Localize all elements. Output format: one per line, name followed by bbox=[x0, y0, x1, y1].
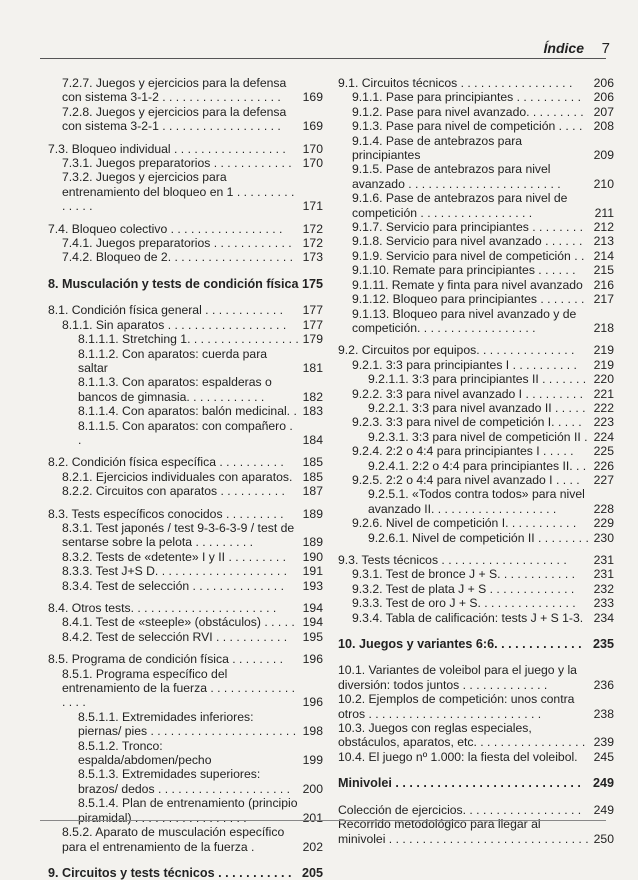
toc-entry-page: 179 bbox=[302, 332, 323, 347]
toc-entry bbox=[48, 250, 323, 264]
toc-entry bbox=[338, 473, 614, 487]
page-number: 7 bbox=[601, 40, 610, 57]
toc-entry-title: 8.3. Tests específicos conocidos . . . . . . . . . bbox=[48, 506, 284, 521]
toc-entry-title: 7.4.1. Juegos preparatorios . . . . . . . . . . . . bbox=[62, 236, 292, 251]
toc-entry-page: 177 bbox=[302, 303, 323, 318]
toc-entry-title: 9.2.5.1. «Todos contra todos» para nivel avanzado II. . . . . . . . . . . . . . . . . . . bbox=[368, 487, 585, 516]
toc-entry bbox=[338, 292, 614, 306]
toc-entry-title: 9.1.2. Pase para nivel avanzado. . . . . . . . . bbox=[352, 104, 584, 119]
toc-spacer bbox=[48, 499, 323, 507]
toc-entry-page: 217 bbox=[593, 292, 614, 307]
toc-entry-title: 8.3.2. Tests de «detente» I y II . . . . . . . . . bbox=[62, 549, 287, 564]
toc-entry bbox=[338, 459, 614, 473]
toc-entry-title: 9.1.1. Pase para principiantes . . . . . . . . . . bbox=[352, 90, 581, 105]
toc-entry-page: 238 bbox=[593, 706, 614, 721]
toc-entry-page: 213 bbox=[593, 234, 614, 249]
toc-entry-title: 7.3.1. Juegos preparatorios . . . . . . . . . . . . bbox=[62, 156, 292, 171]
toc-entry bbox=[48, 615, 323, 629]
toc-entry bbox=[48, 375, 323, 404]
toc-entry-title: 7.2.7. Juegos y ejercicios para la defensa con sistema 3-1-2 . . . . . . . . . . . . . . . . . . bbox=[62, 76, 287, 105]
toc-entry-page: 175 bbox=[301, 276, 323, 291]
toc-entry bbox=[48, 484, 323, 498]
toc-entry-title: 9.3.4. Tabla de calificación: tests J + S 1-3. bbox=[352, 610, 584, 625]
toc-entry-title: 8.5.1.2. Tronco: espalda/abdomen/pecho bbox=[78, 738, 212, 768]
toc-entry bbox=[48, 347, 323, 376]
toc-entry-title: 7.4. Bloqueo colectivo . . . . . . . . . . . . . . . . . bbox=[48, 221, 283, 236]
toc-entry bbox=[338, 430, 614, 444]
toc-entry-page: 169 bbox=[302, 90, 323, 105]
toc-column-right bbox=[338, 76, 614, 846]
toc-entry bbox=[338, 234, 614, 248]
toc-entry-page: 199 bbox=[302, 753, 323, 768]
toc-entry bbox=[338, 444, 614, 458]
toc-entry bbox=[338, 567, 614, 581]
running-header-title: Índice bbox=[543, 40, 584, 56]
toc-entry-page: 228 bbox=[593, 501, 614, 516]
toc-entry bbox=[48, 142, 323, 156]
toc-entry bbox=[48, 521, 323, 550]
toc-entry bbox=[338, 516, 614, 530]
toc-entry bbox=[48, 156, 323, 170]
toc-entry bbox=[338, 119, 614, 133]
toc-entry-title: 8.5.2. Aparato de musculación específico para el entrenamiento de la fuerza . bbox=[62, 825, 285, 854]
toc-entry-title: 8.1.1.3. Con aparatos: espalderas o bancos de gimnasia. . . . . . . . . . . . bbox=[78, 375, 272, 404]
toc-entry-title: 9.1.13. Bloqueo para nivel avanzado y de competición. . . . . . . . . . . . . . . . . . bbox=[352, 306, 577, 335]
toc-entry-title: 9.2.1.1. 3:3 para principiantes II . . . . . . . bbox=[368, 372, 587, 387]
toc-entry bbox=[48, 236, 323, 250]
toc-spacer bbox=[338, 335, 614, 343]
toc-entry-title: 8.5. Programa de condición física . . . . . . . . bbox=[48, 652, 284, 667]
toc-entry-page: 235 bbox=[592, 637, 614, 652]
toc-entry-title: 9.1.12. Bloqueo para principiantes . . . . . . . bbox=[352, 292, 585, 307]
toc-entry-page: 196 bbox=[302, 652, 323, 667]
toc-entry-page: 195 bbox=[302, 629, 323, 644]
toc-entry-page: 236 bbox=[593, 677, 614, 692]
toc-entry-title: 8.5.1.3. Extremidades superiores: brazos/ dedos . . . . . . . . . . . . . . . . . . . . bbox=[78, 767, 291, 796]
toc-entry-page: 190 bbox=[302, 549, 323, 564]
toc-entry-title: 7.2.8. Juegos y ejercicios para la defensa con sistema 3-2-1 . . . . . . . . . . . . . . . . . . bbox=[62, 104, 287, 134]
toc-entry bbox=[48, 667, 323, 710]
toc-entry-page: 219 bbox=[593, 357, 614, 372]
toc-entry-title: 10.1. Variantes de voleibol para el juego y la diversión: todos juntos . . . . . . . . . . . . . bbox=[338, 663, 577, 692]
toc-entry-page: 206 bbox=[593, 76, 614, 90]
toc-entry-title: 8.5.1.1. Extremidades inferiores: piernas/ pies . . . . . . . . . . . . . . . . . . . . . . bbox=[78, 709, 297, 739]
toc-entry bbox=[338, 401, 614, 415]
toc-entry-title: 9.1.4. Pase de antebrazos para principiantes bbox=[352, 133, 523, 163]
toc-entry bbox=[338, 191, 614, 220]
toc-entry-page: 184 bbox=[302, 432, 323, 447]
toc-entry-page: 200 bbox=[302, 781, 323, 796]
toc-entry-page: 205 bbox=[301, 865, 323, 880]
toc-entry-page: 226 bbox=[593, 458, 614, 473]
toc-spacer bbox=[48, 291, 323, 303]
toc-entry-title: 9.3.1. Test de bronce J + S. . . . . . . . . . . . bbox=[352, 567, 575, 582]
toc-entry-title: 9.2.6.1. Nivel de competición II . . . . . . . . bbox=[368, 530, 589, 545]
toc-entry-page: 212 bbox=[593, 220, 614, 235]
toc-entry-title: 8.2. Condición física específica . . . . . . . . . . bbox=[48, 455, 284, 470]
toc-entry-page: 211 bbox=[594, 205, 614, 220]
toc-chapter-entry bbox=[48, 277, 323, 291]
toc-entry-title: 9.3. Tests técnicos . . . . . . . . . . . . . . . . . . . bbox=[338, 553, 567, 567]
toc-entry-title: 9.2.4. 2:2 o 4:4 para principiantes I . . . . . bbox=[352, 444, 574, 459]
toc-entry-page: 206 bbox=[593, 90, 614, 105]
toc-entry-page: 222 bbox=[593, 400, 614, 415]
toc-entry bbox=[48, 455, 323, 469]
toc-entry-title: 10.2. Ejemplos de competición: unos contra otros . . . . . . . . . . . . . . . . . . . . . . . . . . bbox=[338, 692, 575, 721]
toc-entry-title: 9.1.8. Servicio para nivel avanzado . . . . . . bbox=[352, 234, 583, 249]
toc-spacer bbox=[48, 265, 323, 277]
toc-entry-page: 194 bbox=[302, 601, 323, 615]
toc-entry-title: 8.5.1.4. Plan de entrenamiento (principio piramidal) . . . . . . . . . . . . . . . . . bbox=[78, 796, 298, 825]
toc-entry bbox=[48, 739, 323, 768]
toc-entry-page: 189 bbox=[302, 535, 323, 550]
toc-entry-page: 225 bbox=[593, 444, 614, 459]
toc-entry bbox=[338, 663, 614, 692]
footer-rule bbox=[40, 820, 606, 821]
toc-entry-page: 193 bbox=[302, 578, 323, 593]
toc-entry-title: 9.2.6. Nivel de competición I. . . . . . . . . . . bbox=[352, 516, 577, 531]
toc-chapter-entry bbox=[338, 637, 614, 651]
toc-spacer bbox=[338, 764, 614, 776]
toc-entry bbox=[338, 553, 614, 567]
toc-entry bbox=[338, 750, 614, 764]
toc-entry-title: 8.4. Otros tests. . . . . . . . . . . . . . . . . . . . . . bbox=[48, 601, 277, 615]
toc-entry-page: 209 bbox=[593, 148, 614, 163]
toc-entry-page: 183 bbox=[302, 404, 323, 419]
toc-entry-title: 7.3.2. Juegos y ejercicios para entrenamiento del bloqueo en 1 . . . . . . . . . . . . . . bbox=[62, 170, 295, 214]
toc-entry-page: 171 bbox=[302, 199, 323, 214]
toc-entry-page: 230 bbox=[593, 530, 614, 545]
toc-entry-title: 9.2.4.1. 2:2 o 4:4 para principiantes II. . . bbox=[368, 458, 587, 473]
toc-entry bbox=[338, 582, 614, 596]
toc-entry bbox=[48, 710, 323, 739]
toc-entry bbox=[338, 134, 614, 163]
toc-entry-title: 8.5.1. Programa específico del entrenamiento de la fuerza . . . . . . . . . . . . . . . . . bbox=[62, 666, 296, 710]
toc-entry-page: 185 bbox=[302, 469, 323, 484]
toc-entry-title: Recorrido metodológico para llegar al minivolei . . . . . . . . . . . . . . . . . . . . . . . . . . . . . . bbox=[338, 817, 589, 846]
toc-entry-page: 201 bbox=[302, 810, 323, 825]
toc-entry bbox=[48, 652, 323, 666]
toc-entry-page: 227 bbox=[593, 472, 614, 487]
toc-entry bbox=[338, 76, 614, 90]
toc-spacer bbox=[48, 593, 323, 601]
toc-entry bbox=[338, 263, 614, 277]
toc-entry-title: 8.4.2. Test de selección RVI . . . . . . . . . . . bbox=[62, 629, 288, 644]
toc-entry-title: 8.2.2. Circuitos con aparatos . . . . . . . . . . bbox=[62, 484, 285, 499]
toc-spacer bbox=[338, 651, 614, 663]
toc-entry bbox=[338, 611, 614, 625]
toc-entry-page: 245 bbox=[593, 749, 614, 764]
toc-entry-page: 172 bbox=[302, 236, 323, 251]
toc-entry-page: 210 bbox=[593, 176, 614, 191]
toc-entry bbox=[48, 303, 323, 317]
toc-entry-title: 8.1. Condición física general . . . . . . . . . . . . bbox=[48, 303, 284, 318]
toc-entry-title: 9.2. Circuitos por equipos. . . . . . . . . . . . . . . bbox=[338, 343, 575, 358]
toc-entry-page: 231 bbox=[593, 567, 614, 582]
toc-entry-page: 191 bbox=[302, 564, 323, 579]
toc-entry bbox=[338, 803, 614, 817]
toc-entry-title: 9.2.3.1. 3:3 para nivel de competición II . bbox=[368, 429, 588, 444]
toc-entry bbox=[48, 404, 323, 418]
toc-entry-title: 10. Juegos y variantes 6:6. . . . . . . . . . . . . bbox=[338, 637, 582, 652]
toc-entry bbox=[338, 105, 614, 119]
toc-entry-page: 249 bbox=[593, 802, 614, 817]
toc-entry bbox=[338, 343, 614, 357]
toc-entry-title: 9.1.5. Pase de antebrazos para nivel avanzado . . . . . . . . . . . . . . . . . . . . . . . bbox=[352, 162, 561, 191]
toc-entry-title: Minivolei . . . . . . . . . . . . . . . . . . . . . . . . . . . bbox=[338, 776, 581, 791]
toc-entry-title: 8.1.1.1. Stretching 1. . . . . . . . . . . . . . . . . bbox=[78, 332, 299, 347]
toc-entry-title: 9.2.5. 2:2 o 4:4 para nivel avanzado I . . . . bbox=[352, 472, 580, 487]
toc-entry-title: 8. Musculación y tests de condición física bbox=[48, 276, 299, 291]
toc-entry bbox=[48, 767, 323, 796]
toc-entry-title: 7.4.2. Bloqueo de 2. . . . . . . . . . . . . . . . . . . bbox=[62, 250, 293, 265]
toc-column-left bbox=[48, 76, 323, 880]
toc-entry-page: 250 bbox=[593, 831, 614, 846]
toc-entry-page: 170 bbox=[302, 156, 323, 171]
toc-entry-page: 231 bbox=[593, 553, 614, 567]
toc-entry-page: 187 bbox=[302, 484, 323, 499]
toc-entry-page: 224 bbox=[593, 429, 614, 444]
toc-entry-page: 202 bbox=[302, 839, 323, 854]
toc-entry bbox=[48, 76, 323, 105]
toc-entry-page: 229 bbox=[593, 516, 614, 531]
header-rule bbox=[40, 58, 606, 59]
toc-entry-title: 8.2.1. Ejercicios individuales con aparatos. bbox=[62, 469, 293, 484]
toc-entry-page: 218 bbox=[593, 320, 614, 335]
toc-entry bbox=[338, 220, 614, 234]
toc-entry bbox=[48, 507, 323, 521]
toc-entry-page: 189 bbox=[302, 506, 323, 521]
toc-entry bbox=[338, 307, 614, 336]
toc-entry-page: 232 bbox=[593, 581, 614, 596]
toc-entry-page: 196 bbox=[302, 695, 323, 710]
toc-entry-page: 194 bbox=[302, 615, 323, 630]
toc-entry-title: 9.1.6. Pase de antebrazos para nivel de competición . . . . . . . . . . . . . . . . . bbox=[352, 191, 568, 220]
toc-chapter-entry bbox=[338, 776, 614, 790]
toc-entry-page: 173 bbox=[302, 250, 323, 265]
toc-entry-page: 181 bbox=[302, 360, 323, 375]
toc-entry-title: Colección de ejercicios. . . . . . . . . . . . . . . . . . bbox=[338, 802, 582, 817]
toc-entry-page: 170 bbox=[302, 141, 323, 156]
toc-entry-page: 215 bbox=[593, 263, 614, 278]
toc-entry-title: 9.1. Circuitos técnicos . . . . . . . . . . . . . . . . . bbox=[338, 76, 573, 90]
toc-entry-title: 9.3.2. Test de plata J + S . . . . . . . . . . . . . bbox=[352, 581, 575, 596]
toc-entry-title: 8.1.1. Sin aparatos . . . . . . . . . . . . . . . . . . bbox=[62, 317, 287, 332]
toc-entry bbox=[48, 222, 323, 236]
toc-entry-title: 8.3.4. Test de selección . . . . . . . . . . . . . . bbox=[62, 578, 284, 593]
toc-entry bbox=[338, 249, 614, 263]
toc-entry-page: 177 bbox=[302, 317, 323, 332]
toc-entry bbox=[338, 531, 614, 545]
toc-entry-page: 223 bbox=[593, 415, 614, 430]
toc-spacer bbox=[48, 447, 323, 455]
toc-entry bbox=[338, 721, 614, 750]
toc-entry-page: 169 bbox=[302, 119, 323, 134]
toc-spacer bbox=[338, 545, 614, 553]
toc-entry-title: 10.4. El juego nº 1.000: la fiesta del voleibol. bbox=[338, 749, 578, 764]
toc-entry bbox=[338, 817, 614, 846]
toc-entry-title: 8.1.1.4. Con aparatos: balón medicinal. . bbox=[78, 404, 297, 419]
toc-entry-page: 216 bbox=[593, 277, 614, 292]
toc-entry-title: 8.3.3. Test J+S D. . . . . . . . . . . . . . . . . . . . bbox=[62, 564, 287, 579]
toc-spacer bbox=[338, 791, 614, 803]
toc-entry bbox=[48, 105, 323, 134]
toc-entry-title: 9.1.10. Remate para principiantes . . . . . . bbox=[352, 263, 576, 278]
toc-entry bbox=[338, 162, 614, 191]
toc-entry-page: 233 bbox=[593, 596, 614, 611]
toc-entry bbox=[48, 332, 323, 346]
toc-entry-title: 9.1.3. Pase para nivel de competición . . . . bbox=[352, 119, 583, 134]
toc-entry-page: 239 bbox=[593, 735, 614, 750]
toc-entry-page: 172 bbox=[302, 221, 323, 236]
toc-entry bbox=[48, 630, 323, 644]
toc-spacer bbox=[48, 214, 323, 222]
toc-entry-page: 198 bbox=[302, 724, 323, 739]
toc-entry-title: 8.4.1. Test de «steeple» (obstáculos) . . . . . bbox=[62, 615, 295, 630]
toc-entry bbox=[338, 358, 614, 372]
toc-entry-title: 7.3. Bloqueo individual . . . . . . . . . . . . . . . . . bbox=[48, 141, 286, 156]
toc-entry bbox=[48, 601, 323, 615]
toc-entry bbox=[338, 415, 614, 429]
toc-entry-page: 220 bbox=[593, 372, 614, 387]
toc-entry bbox=[48, 470, 323, 484]
toc-entry bbox=[48, 564, 323, 578]
toc-spacer bbox=[48, 854, 323, 866]
toc-entry-page: 185 bbox=[302, 455, 323, 470]
toc-entry-title: 9.2.2.1. 3:3 para nivel avanzado II . . . . . bbox=[368, 400, 586, 415]
toc-entry-title: 9. Circuitos y tests técnicos . . . . . . . . . . . bbox=[48, 865, 292, 880]
toc-entry-page: 214 bbox=[593, 248, 614, 263]
toc-entry-page: 249 bbox=[592, 776, 614, 791]
toc-entry-title: 10.3. Juegos con reglas especiales, obstáculos, aparatos, etc. . . . . . . . . . . . . . . . . bbox=[338, 721, 586, 750]
toc-entry-page: 208 bbox=[593, 119, 614, 134]
toc-entry bbox=[338, 596, 614, 610]
toc-spacer bbox=[48, 644, 323, 652]
toc-entry-title: 9.1.9. Servicio para nivel de competición . . bbox=[352, 248, 585, 263]
toc-entry-title: 9.2.1. 3:3 para principiantes I . . . . . . . . . . bbox=[352, 357, 577, 372]
toc-entry bbox=[338, 372, 614, 386]
toc-entry-page: 221 bbox=[593, 386, 614, 401]
toc-entry-page: 234 bbox=[593, 610, 614, 625]
toc-entry-title: 8.1.1.5. Con aparatos: con compañero . . bbox=[78, 418, 293, 447]
toc-entry-title: 9.2.2. 3:3 para nivel avanzado I . . . . . . . . . bbox=[352, 386, 584, 401]
toc-entry-title: 9.1.11. Remate y finta para nivel avanzado bbox=[352, 277, 583, 292]
toc-entry-page: 182 bbox=[302, 389, 323, 404]
toc-entry-title: 9.1.7. Servicio para principiantes . . . . . . . . bbox=[352, 220, 583, 235]
toc-entry-title: 8.3.1. Test japonés / test 9-3-6-3-9 / test de sentarse sobre la pelota . . . . . . . . . bbox=[62, 520, 295, 550]
toc-entry-title: 9.2.3. 3:3 para nivel de competición I. . . . . bbox=[352, 415, 582, 430]
toc-entry bbox=[48, 318, 323, 332]
toc-entry-page: 219 bbox=[593, 343, 614, 358]
toc-entry-title: 9.3.3. Test de oro J + S. . . . . . . . . . . . . . . bbox=[352, 596, 576, 611]
toc-entry bbox=[48, 579, 323, 593]
toc-chapter-entry bbox=[48, 866, 323, 880]
toc-entry bbox=[48, 419, 323, 448]
toc-entry-page: 207 bbox=[593, 104, 614, 119]
toc-entry bbox=[48, 550, 323, 564]
toc-spacer bbox=[338, 625, 614, 637]
toc-entry bbox=[48, 170, 323, 213]
toc-entry bbox=[338, 487, 614, 516]
toc-entry bbox=[338, 387, 614, 401]
toc-entry-title: 8.1.1.2. Con aparatos: cuerda para saltar bbox=[78, 346, 268, 375]
toc-entry bbox=[338, 90, 614, 104]
toc-spacer bbox=[48, 134, 323, 142]
toc-entry bbox=[338, 278, 614, 292]
toc-entry bbox=[338, 692, 614, 721]
